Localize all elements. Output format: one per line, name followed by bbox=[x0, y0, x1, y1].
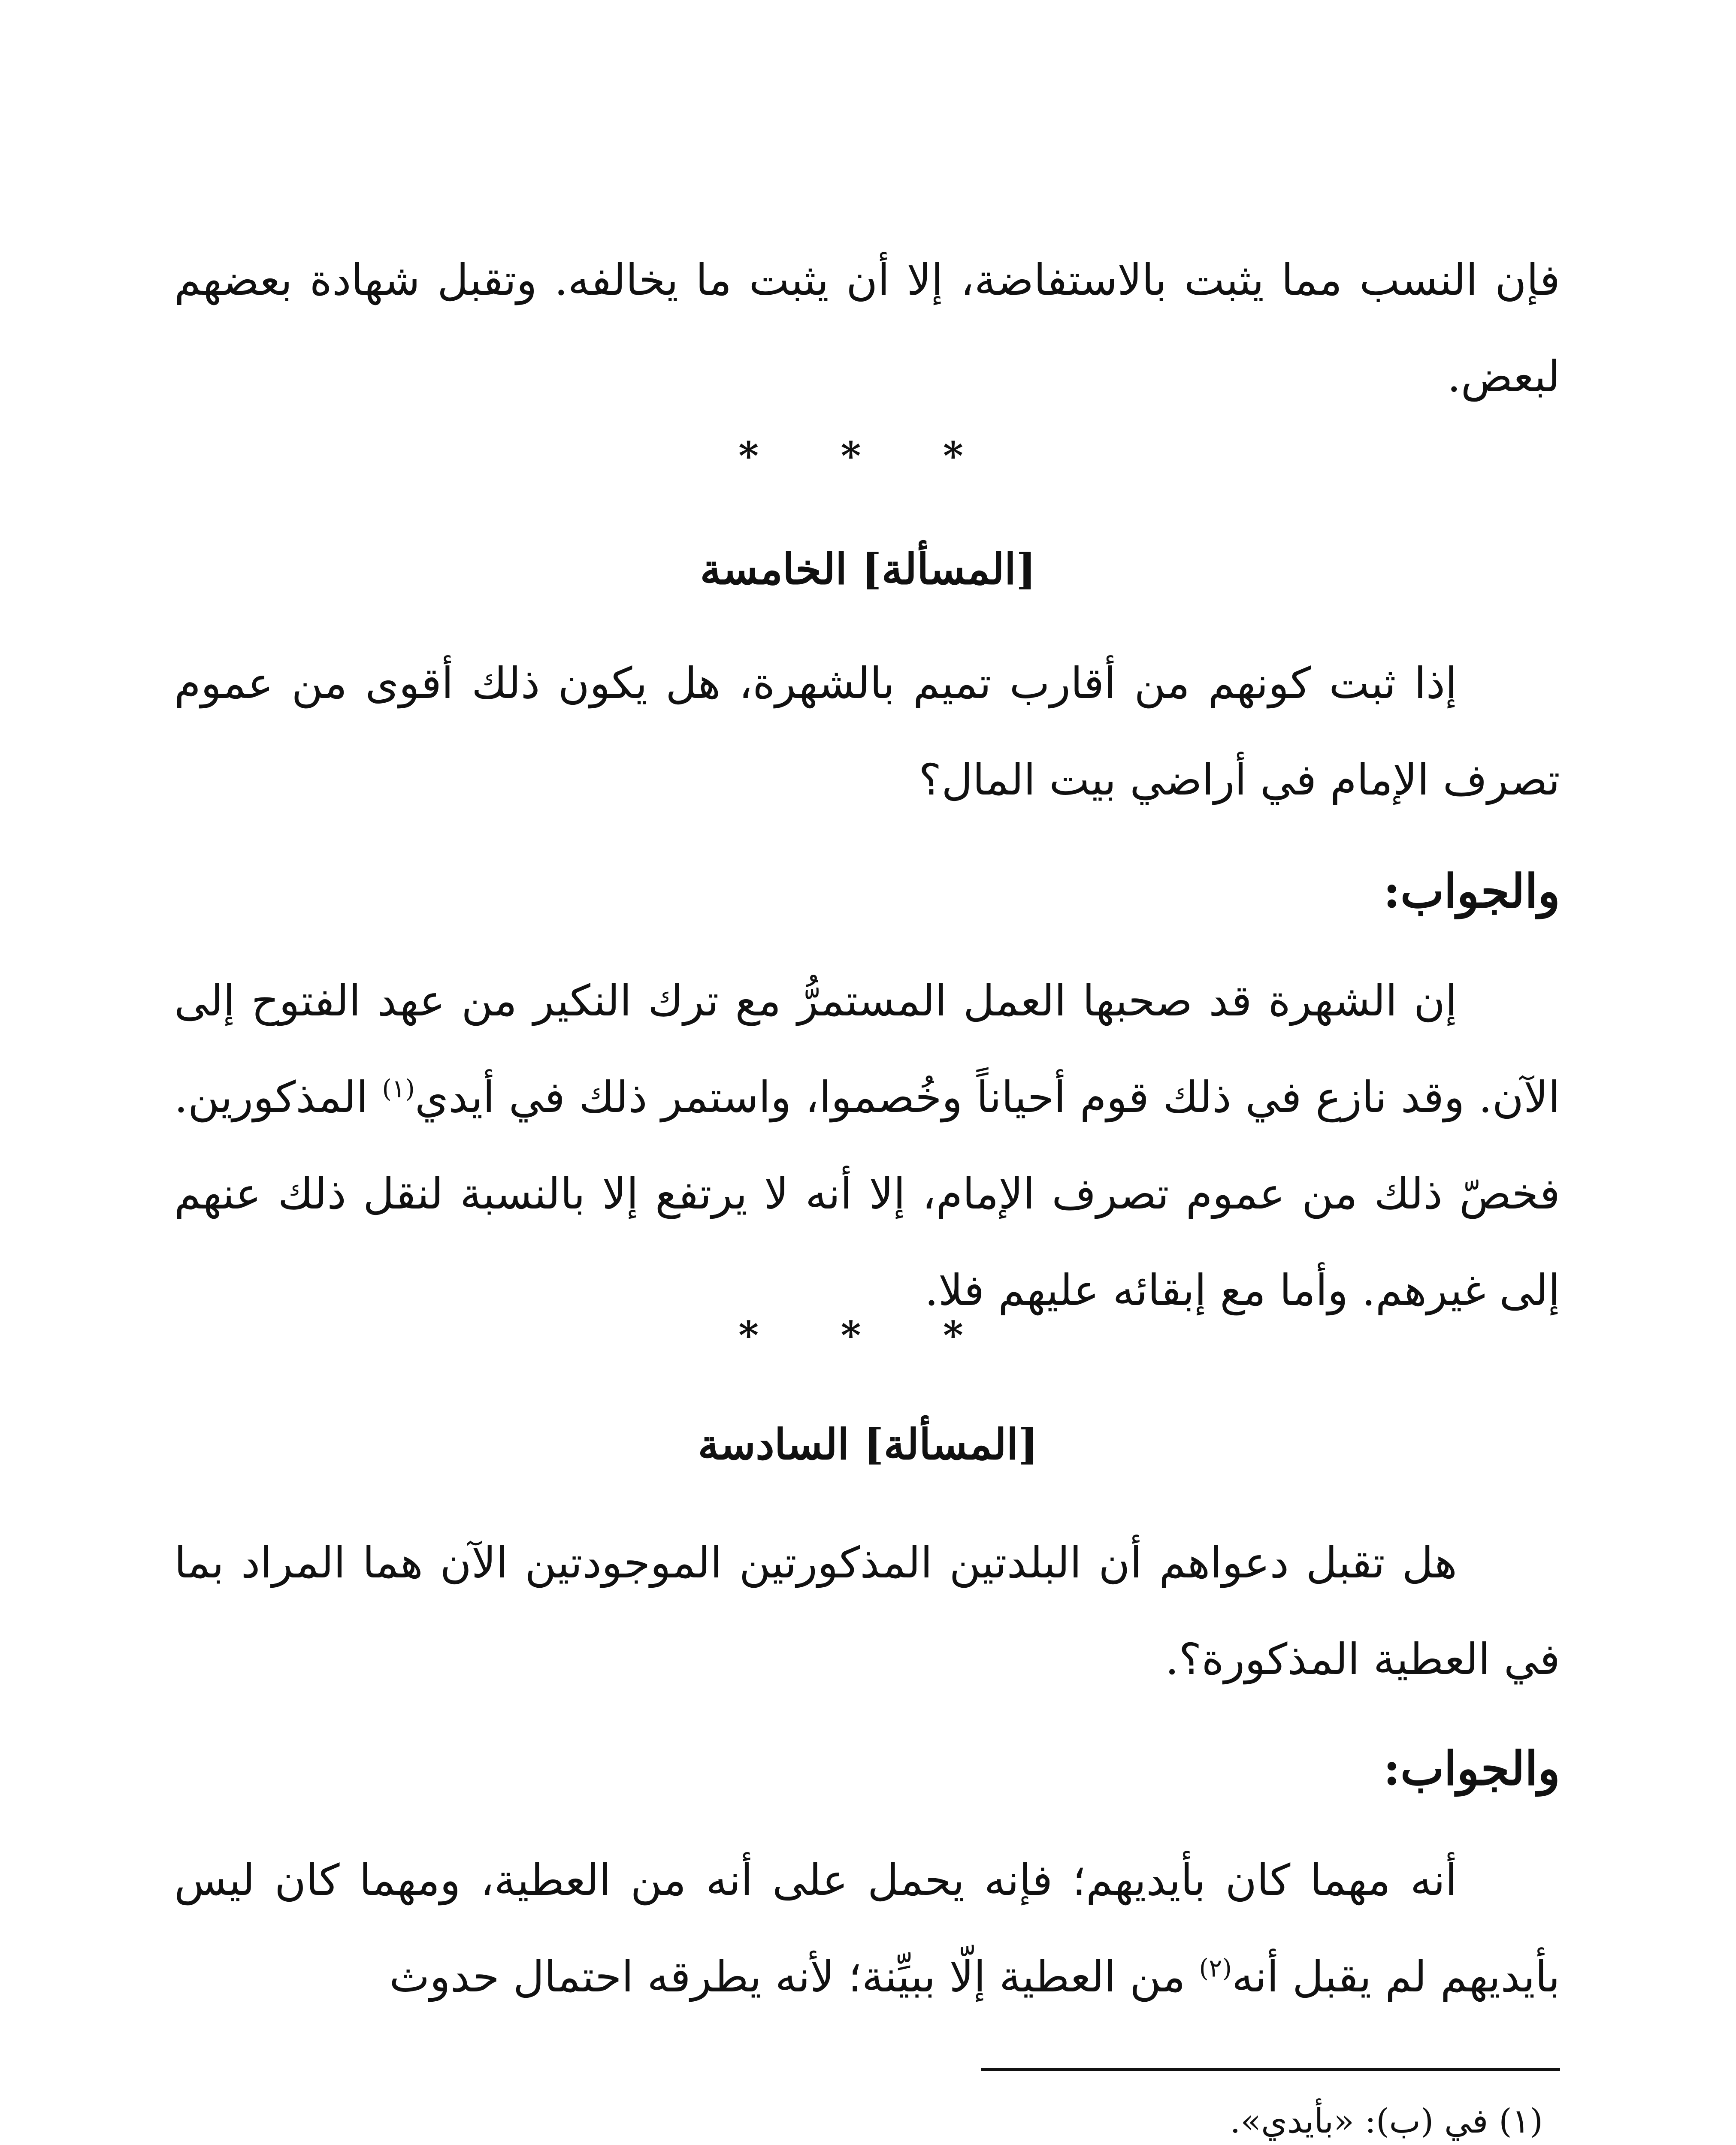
paragraph-text: إذا ثبت كونهم من أقارب تميم بالشهرة، هل يكون ذلك أقوى من عموم تصرف الإمام في أراضي بيت المال؟ bbox=[174, 658, 1560, 805]
paragraph-text: هل تقبل دعواهم أن البلدتين المذكورتين الموجودتين الآن هما المراد بما في العطية المذكورة؟. bbox=[174, 1538, 1560, 1684]
answer-label: والجواب: bbox=[1383, 864, 1560, 918]
section-separator: * * * bbox=[738, 433, 998, 479]
footnote-divider bbox=[981, 2068, 1560, 2071]
paragraph-text: أنه مهما كان بأيديهم؛ فإنه يحمل على أنه من العطية، ومهما كان ليس بأيديهم لم يقبل أنه$^{(٢)}$ من العطية إلّا ببيِّنة؛ لأنه يطرقه احتمال حدوث bbox=[174, 1855, 1560, 2002]
heading-fifth-question: [المسألة] الخامسة bbox=[700, 545, 1036, 594]
paragraph-text: إن الشهرة قد صحبها العمل المستمرُّ مع ترك النكير من عهد الفتوح إلى الآن. وقد نازع في ذلك قوم أحياناً وخُصموا، واستمر ذلك في أيدي$^{(١)}$ المذكورين. فخصّ ذلك من عموم تصرف الإمام، إلا أنه لا يرتفع إلا بالنسبة لنقل ذلك عنهم إلى غيرهم. وأما مع إبقائه عليهم فلا. bbox=[174, 976, 1560, 1315]
heading-sixth-question: [المسألة] السادسة bbox=[698, 1420, 1038, 1469]
footnote-ref: (٢) bbox=[1199, 1953, 1232, 1983]
answer-label: والجواب: bbox=[1383, 1742, 1560, 1796]
footnote-ref: (١) bbox=[382, 1074, 415, 1103]
footnote-1: (١) في (ب): «بأيدي». bbox=[1230, 2102, 1543, 2141]
paragraph-text: فإن النسب مما يثبت بالاستفاضة، إلا أن يثبت ما يخالفه. وتقبل شهادة بعضهم لبعض. bbox=[174, 255, 1560, 402]
section-separator: * * * bbox=[738, 1313, 998, 1358]
heading-sixth-question-wrap bbox=[0, 1420, 1736, 1469]
paragraph-sixth-answer bbox=[174, 1832, 1560, 2025]
paragraph-intro bbox=[174, 232, 1560, 425]
paragraph-sixth-question bbox=[174, 1514, 1560, 1707]
paragraph-fifth-question bbox=[174, 635, 1560, 828]
paragraph-fifth-answer bbox=[174, 952, 1560, 1338]
